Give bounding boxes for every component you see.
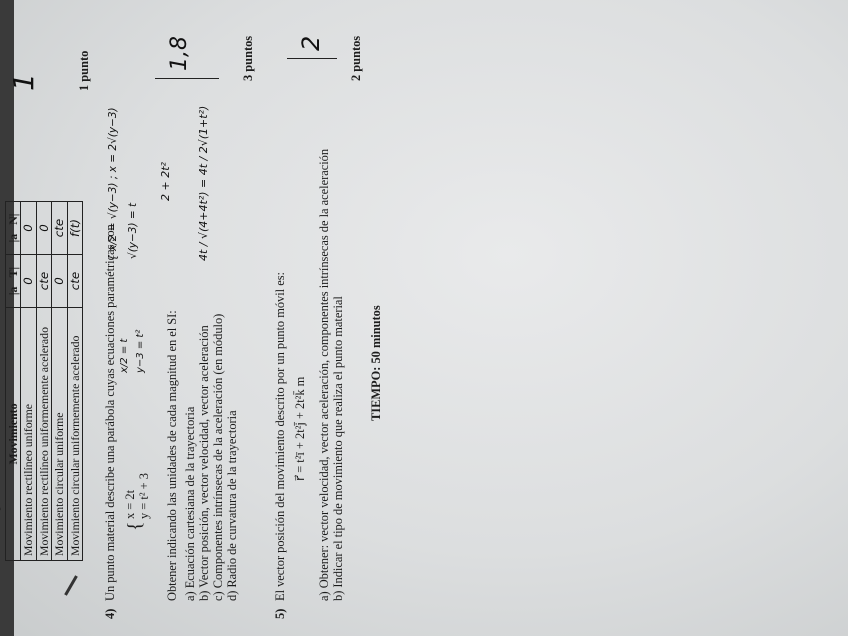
q4-eq-2: y = t² + 3 [137, 473, 151, 519]
table-header-row [6, 202, 21, 561]
table-header-movimiento: Movimiento [6, 308, 21, 561]
q5-mark-bracket [287, 58, 337, 59]
table-row [67, 202, 82, 561]
exam-time: TIEMPO: 50 minutos [369, 305, 383, 421]
movements-table [5, 201, 83, 561]
q4-handwritten-4: √(y−3) = t [127, 202, 139, 259]
q4-handwritten-6: 4t / √(4+4t²) = 4t / 2√(1+t²) [197, 105, 210, 261]
q3-text-2 [0, 282, 2, 601]
q4-handwritten-2: y−3 = t² [135, 329, 146, 373]
q4-item-b: b) Vector posición, vector velocidad, vector aceleración [197, 325, 211, 601]
q5-text-1: El vector posición del movimiento descrito por un punto móvil es: [273, 272, 287, 601]
q4-handwritten-1: x/2 = t [119, 338, 130, 373]
q3-mark: 1 [7, 73, 40, 91]
table-cell: cte [67, 255, 82, 308]
table-header-at: |a⃗T| [6, 255, 21, 308]
table-cell: Movimiento rectilíneo uniforme [21, 308, 36, 561]
q4-brace: { [124, 521, 146, 531]
q4-handwritten-3: { x/2 = √(y−3) ; x = 2√(y−3) [107, 107, 119, 261]
table-row [52, 202, 67, 561]
q3-points: 1 punto [77, 50, 91, 91]
q4-item-a: a) Ecuación cartesiana de la trayectoria [183, 406, 197, 601]
q4-mark-bracket [155, 78, 219, 79]
table-cell: Movimiento circular uniformemente acelerado [67, 308, 82, 561]
q5-mark: 2 [297, 35, 325, 51]
table-cell: 0 [36, 202, 51, 255]
table-cell: f(t) [67, 202, 82, 255]
table-cell: 0 [21, 202, 36, 255]
table-cell: 0 [21, 255, 36, 308]
q4-number: 4) [103, 608, 117, 619]
table-header-an: |a⃗N| [6, 202, 21, 255]
q5-points: 2 puntos [349, 35, 363, 81]
q5-item-a: a) Obtener: vector velocidad, vector aceleración, componentes intrínsecas de la aceleración [317, 148, 331, 601]
q4-item-c: c) Componentes intrínsecas de la aceleración (en módulo) [211, 313, 225, 601]
q5-number: 5) [273, 608, 287, 619]
table-cell: cte [52, 202, 67, 255]
q4-item-d: d) Radio de curvatura de la trayectoria [225, 410, 239, 601]
table-row [21, 202, 36, 561]
q4-text-1: Un punto material describe una parábola cuyas ecuaciones paramétricas son [103, 224, 117, 601]
q4-eq-1: x = 2t [123, 489, 137, 519]
q5-eq: r⃗ = t²ī + 2t²j̄ + 2t²k̄ m [293, 376, 307, 481]
q4-points: 3 puntos [241, 35, 255, 81]
table-cell: Movimiento circular uniforme [52, 308, 67, 561]
table-row [36, 202, 51, 561]
q4-obtain: Obtener indicando las unidades de cada magnitud en el SI: [165, 310, 179, 601]
table-cell: Movimiento rectilíneo uniformemente acelerado [36, 308, 51, 561]
table-cell: cte [36, 255, 51, 308]
q4-mark: 1,8 [167, 36, 192, 71]
q4-handwritten-5: 2 + 2t² [159, 162, 172, 201]
table-cell: 0 [52, 255, 67, 308]
q5-item-b: b) Indicar el tipo de movimiento que realiza el punto material [331, 296, 345, 601]
